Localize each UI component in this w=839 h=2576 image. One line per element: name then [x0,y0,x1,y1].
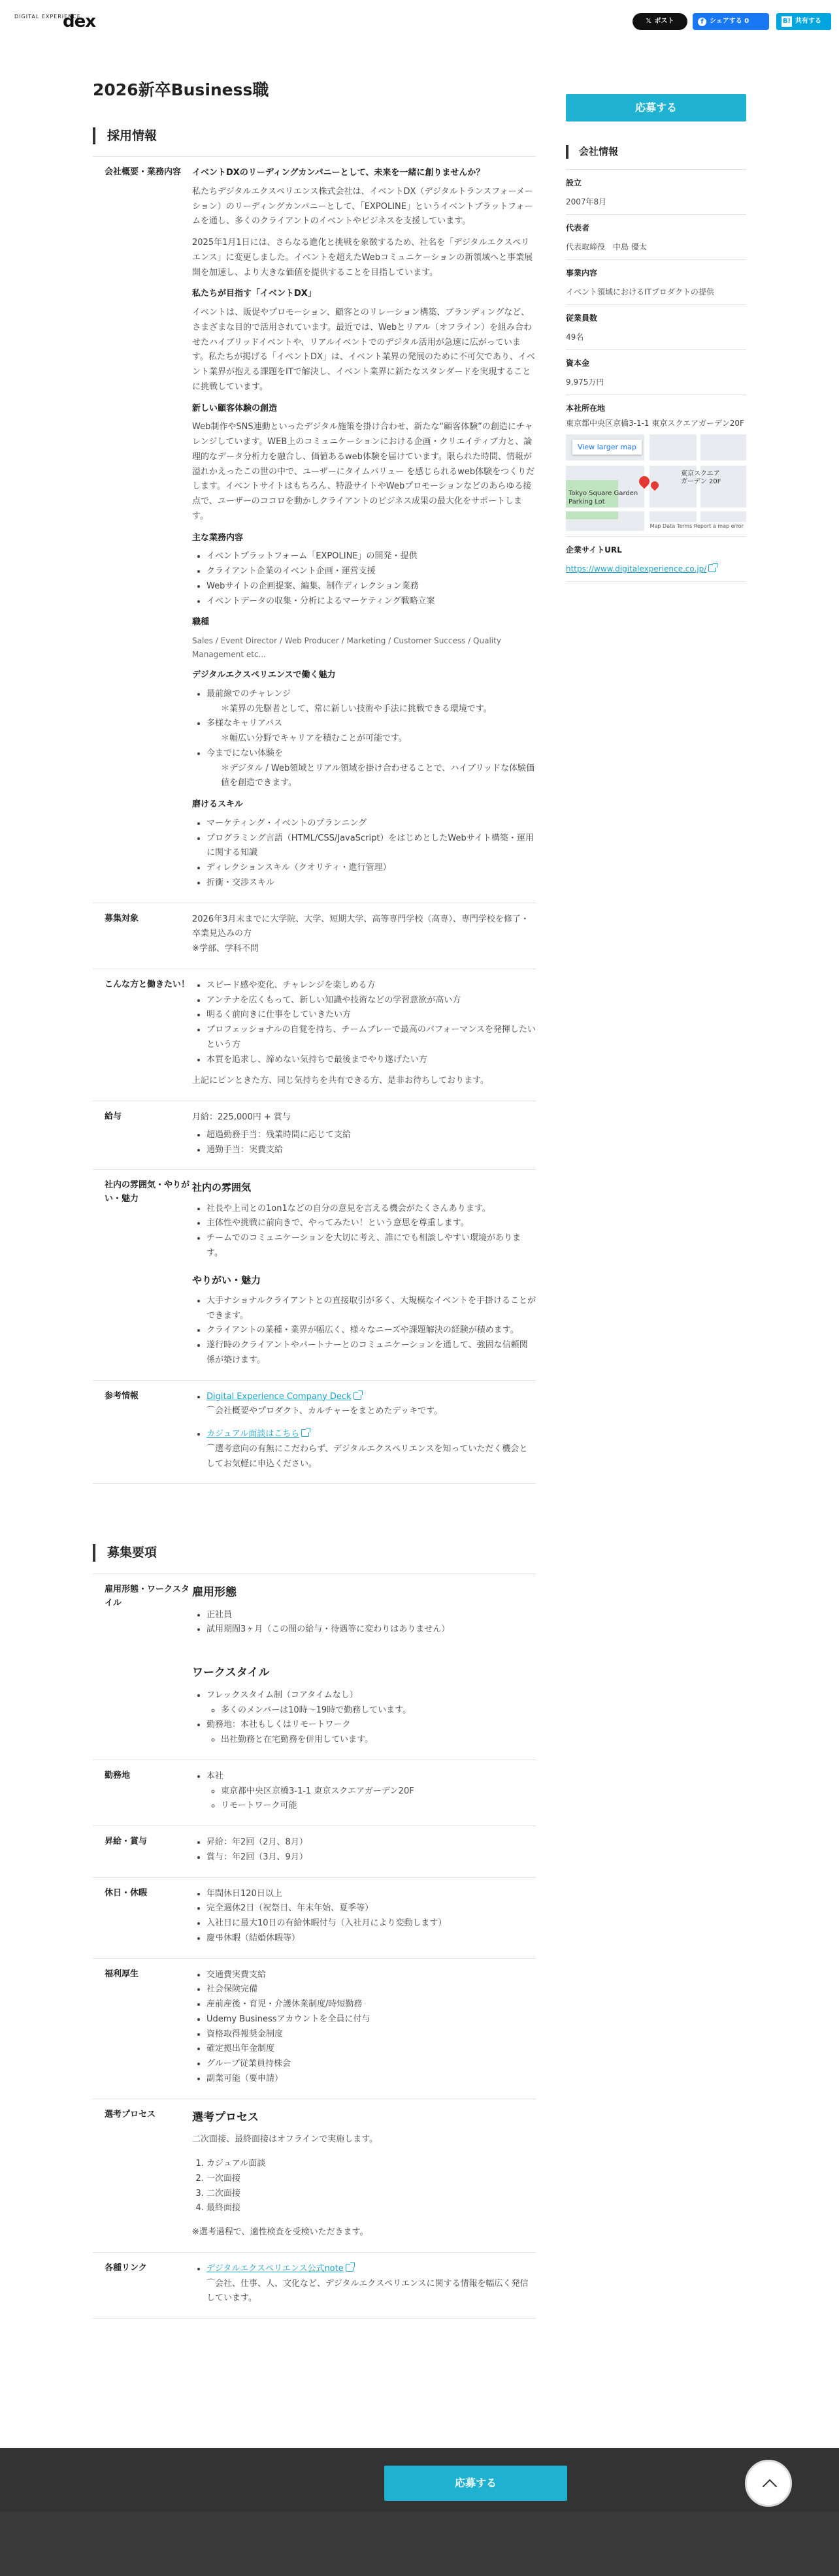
reward-list [192,1294,536,1368]
url-row [566,562,746,576]
newexp-heading: 新しい顧客体験の創造 [192,403,278,413]
business-label: 事業内容 [566,268,598,278]
company-url-link[interactable]: https://www.digitalexperience.co.jp/ [566,564,707,573]
external-link-icon [301,1429,309,1437]
biz-heading: 主な業務内容 [192,532,244,543]
sub-list [206,1784,536,1814]
company-staff [566,304,746,349]
row-body-salary [192,1110,536,1157]
map-footer: Map Data Terms Report a map error [648,522,746,531]
list-item: • 年間休日120日以上 [206,1887,536,1902]
facebook-icon: f [698,18,706,26]
header [0,0,839,42]
company-capital [566,349,746,394]
list-item: • 慶弔休暇（結婚休暇等） [206,1931,536,1946]
location-main: 本社 [206,1771,224,1781]
list-item: • 正社員 [206,1608,536,1623]
process-step: 2. 一次面接 [206,2172,536,2187]
row-body-workstyle [192,1583,536,1748]
row-body-welfare [192,1968,536,2087]
founded-value: 2007年8月 [566,197,607,206]
row-body-process [192,2108,536,2240]
aim-heading: 私たちが目指す「イベントDX」 [192,289,316,299]
list-item: • イベントデータの収集・分析によるマーケティング戦略立案 [206,594,536,609]
footer-band [0,2512,839,2576]
row-label-culture: 社内の雰囲気・やりがい・魅力 [105,1180,190,1204]
list-item: • チームでのコミュニケーションを大切に考え、誰にでも相談しやすい環境があります。 [206,1231,536,1261]
address-label: 本社所在地 [566,404,606,413]
row-label-overview: 会社概要・業務内容 [105,167,182,178]
list-item: • 折衝・交渉スキル [206,876,536,891]
row-body-holiday [192,1887,536,1946]
company-deck-link[interactable]: Digital Experience Company Deck [206,1391,352,1402]
capital-label: 資本金 [566,359,590,368]
x-icon: 𝕏 [646,18,651,25]
list-item: • 交通費実費支給 [206,1968,536,1983]
appeal-heading: デジタルエクスペリエンスで働く魅力 [192,670,336,681]
row-label-wantto: こんな方と働きたい！ [105,979,190,990]
newexp-paragraph: Web制作やSNS連動といったデジタル施策を掛け合わせ、新たな“顧客体験”の創造にチャレンジしています。WEB上のコミュニケーションにおける企画・クリエイティブ力と、論理的なデータ分析力を融合し、価値あるweb体験を届けています。限られた時間、情報が溢れかえったこの世の中で、ユーザーにタイムパリュー を感じられるweb体験をつくりだします。イベントサイトはもちろん、特設サイトやWebプロモーションなどのあらゆる接点で、ユーザーのココロを動かしクライアントのビジネス成果の最大化をサポートします。 [192,422,535,521]
section-heading-recruit: 採用情報 [93,127,536,145]
process-text: 二次面接、最終面接はオフラインで実施します。 [192,2134,378,2145]
list-item: • 社会保険完備 [206,1982,536,1997]
target-text: 2026年3月末までに大学院、大学、短期大学、高等専門学校（高専）、専門学校を修了・卒業見込みの方 [192,914,529,939]
workstyle-item: フレックスタイム制（コアタイムなし） [206,1690,358,1700]
row-reference [93,1380,536,1485]
row-body-wantto [192,978,536,1089]
list-item: • 本質を追求し、諦めない気持ちで最後までやり遂げたい方 [206,1053,536,1068]
wantto-list [192,978,536,1068]
official-note-link[interactable]: デジタルエクスペリエンス公式note [206,2263,344,2274]
row-location [93,1760,536,1826]
salary-text: 月給：225,000円 + 賞与 [192,1112,291,1123]
row-salary [93,1101,536,1169]
links-note: ⌒会社、仕事、人、文化など、デジタルエクスペリエンスに関する情報を幅広く発信しています。 [206,2278,529,2304]
google-map[interactable] [566,434,746,531]
list-item: • Udemy Businessアカウントを全員に付与 [206,2012,536,2027]
welfare-list [192,1968,536,2087]
row-body-target [192,912,536,957]
process-steps [192,2157,536,2216]
recruit-table [93,156,536,1484]
appeal-title: 多様なキャリアパス [206,718,282,729]
company-info-heading: 会社情報 [566,145,746,159]
row-welfare [93,1958,536,2099]
logo-small-text: DIGITAL EXPERIENCE [14,14,81,20]
section-heading-requirements: 募集要項 [93,1544,536,1562]
row-body-links [192,2262,536,2306]
external-link-icon [354,1392,361,1400]
map-label: 東京スクエア [681,470,720,477]
company-founded [566,169,746,214]
list-item: • 明るく前向きに仕事をしていきたい方 [206,1008,536,1023]
row-links [93,2252,536,2319]
location-list [192,1769,536,1814]
rep-label: 代表者 [566,223,590,233]
row-label-workstyle: 雇用形態・ワークスタイル [105,1584,189,1608]
wantto-closing: 上記にピンときた方、同じ気持ちを共有できる方、是非お待ちしております。 [192,1076,489,1086]
sub-list-item: ◦ 東京都中央区京橋3-1-1 東京スクエアガーデン20F [221,1784,536,1799]
overview-paragraph: 私たちデジタルエクスペリエンス株式会社は、イベントDX（デジタルトランスフォーメーション）のリーディングカンパニーとして、「EXPOLINE」というイベントプラットフォームを通し、多くのクライアントのイベントやビジネスを支援しています。 [192,186,533,227]
list-item: • 試用期間3ヶ月（この間の給与・待遇等に変わりはありません） [206,1622,536,1637]
process-step: 3. 二次面接 [206,2187,536,2202]
row-overview [93,156,536,903]
reference-list [192,1390,536,1472]
target-note: ※学部、学科不問 [192,944,259,954]
sub-list [206,1733,536,1748]
business-value: イベント領域におけるITプロダクトの提供 [566,287,714,297]
process-note: ※選考過程で、適性検査を受検いただきます。 [192,2227,369,2238]
row-label-reference: 参考情報 [105,1391,139,1401]
list-item: • 大手ナショナルクライアントとの直接取引が多く、大規模なイベントを手掛けることができます。 [206,1294,536,1324]
founded-label: 設立 [566,178,582,187]
external-link-icon [708,564,716,572]
list-item [206,2262,536,2306]
overview-paragraph: 2025年1月1日には、さらなる進化と挑戦を象徴するため、社名を「デジタルエクスペリエンス」に変更しました。イベントを超えたWebコミュニケーションの新領域へと事業展開を加速し、より大きな価値を提供することを目指しています。 [192,238,533,278]
back-to-top-button[interactable] [745,2460,792,2507]
list-item [206,747,536,791]
list-item [206,1390,536,1420]
culture-heading: 社内の雰囲気 [192,1182,252,1194]
row-body-raise [192,1835,536,1865]
row-body-culture [192,1179,536,1368]
sub-list-item: ◦ リモートワーク可能 [221,1799,536,1814]
staff-label: 従業員数 [566,314,598,323]
culture-list [192,1202,536,1261]
share-hatena-label: 共有する [795,18,821,25]
url-label: 企業サイトURL [566,545,622,555]
sub-list-item: ◦ 出社勤務と在宅勤務を併用しています。 [221,1733,536,1748]
list-item: • アンテナを広くもって、新しい知識や技術などの学習意欲が高い方 [206,993,536,1008]
map-label: Tokyo Square Garden Parking Lot [568,490,638,506]
aim-paragraph: イベントは、販促やプロモーション、顧客とのリレーション構築、ブランディングなど、さまざまな目的で活用されています。最近では、Webとリアル（オフライン）を組み合わせたハイブリッドイベントや、リアルイベントでのデジタル活用が急速に広がっています。私たちが掲げる「イベントDX」は、イベント業界の発展のために不可欠であり、イベント業界が抱える課題をITで解決し、イベント業界に新たなスタンダードを実現することに挑戦しています。 [192,308,535,392]
list-item: • クライアントの業種・業界が幅広く、様々なニーズや課題解決の経験が積めます。 [206,1323,536,1338]
appeal-note: ＊デジタル / Web領域とリアル領域を掛け合わせることで、ハイブリッドな体験価値を創造できます。 [221,763,535,788]
casual-interview-link[interactable]: カジュアル面談はこちら [206,1429,300,1440]
list-item [206,1718,536,1748]
page-title: 2026新卒Business職 [93,80,269,99]
list-item: • 完全週休2日（祝祭日、年末年始、夏季等） [206,1901,536,1916]
list-item: • ディレクションスキル（クオリティ・進行管理） [206,861,536,876]
row-label-holiday: 休日・休暇 [105,1888,148,1898]
reward-heading: やりがい・魅力 [192,1274,261,1286]
row-label-salary: 給与 [105,1112,122,1122]
list-item: • 遂行時のクライアントやパートナーとのコミュニケーションを通して、強固な信頼関係が築けます。 [206,1338,536,1368]
appeal-note: ＊幅広い分野でキャリアを積むことが可能です。 [221,733,407,744]
row-target [93,903,536,969]
list-item: • 主体性や挑戦に前向きで、やってみたい！という意思を尊重します。 [206,1216,536,1231]
reference-note: ⌒選考意向の有無にこだわらず、デジタルエクスペリエンスを知っていただく機会としてお気軽に申込ください。 [206,1443,528,1469]
share-x-label: ポスト [654,18,674,25]
company-url [566,536,746,582]
list-item: • グループ従業員持株会 [206,2057,536,2072]
appeal-list [192,687,536,791]
list-item: • 産前産後・育児・介護休業制度/時短勤務 [206,1997,536,2012]
row-process [93,2099,536,2252]
requirements-table [93,1573,536,2319]
list-item: • 資格取得報奨金制度 [206,2027,536,2042]
skills-heading: 磨けるスキル [192,799,243,810]
row-wantto [93,969,536,1101]
salary-list [192,1128,536,1158]
holiday-list [192,1887,536,1946]
employment-list [192,1608,536,1638]
links-list [192,2262,536,2306]
raise-list [192,1835,536,1865]
external-link-icon [346,2264,354,2272]
row-label-process: 選考プロセス [105,2109,156,2119]
appeal-note: ＊業界の先駆者として、常に新しい技術や手法に挑戦できる環境です。 [221,703,492,714]
jobs-paragraph: Sales / Event Director / Web Producer / Marketing / Customer Success / Quality Management etc... [192,636,501,660]
main-content [93,80,536,2319]
map-label: ガーデン 20F [681,478,721,485]
list-item: • 社長や上司との1on1などの自分の意見を言える機会がたくさんあります。 [206,1202,536,1217]
sub-list [206,1703,536,1718]
row-label-target: 募集対象 [105,913,139,924]
biz-list [192,549,536,609]
list-item: • マーケティング・イベントのプランニング [206,816,536,831]
list-item [206,716,536,747]
workstyle-heading: ワークスタイル [192,1666,270,1680]
list-item [206,1688,536,1718]
list-item [206,1769,536,1814]
staff-value: 49名 [566,332,584,342]
workstyle-list [192,1688,536,1748]
footer [0,2448,839,2576]
row-label-location: 勤務地 [105,1770,131,1780]
company-business [566,259,746,304]
rep-value: 代表取締役 中島 優太 [566,242,647,251]
company-address [566,394,746,536]
row-workstyle [93,1573,536,1760]
process-heading: 選考プロセス [192,2110,259,2124]
logo-dex-text: dex [63,12,96,31]
apply-button[interactable]: 応募する [566,94,746,121]
share-facebook-button[interactable] [693,13,769,30]
row-body-reference [192,1390,536,1472]
list-item: • プログラミング言語（HTML/CSS/JavaScript）をはじめとしたWebサイト構築・運用に関する知識 [206,831,536,861]
row-holiday [93,1877,536,1958]
share-x-button[interactable] [633,13,687,30]
company-rep [566,214,746,259]
view-larger-map-link[interactable]: View larger map [572,440,642,455]
row-body-location [192,1769,536,1814]
hatena-icon: B! [781,16,792,27]
list-item: • 入社日に最大10日の有給休暇付与（入社月により変動します） [206,1916,536,1931]
list-item: • Webサイトの企画提案、編集、制作ディレクション業務 [206,579,536,594]
footer-apply-button[interactable]: 応募する [384,2466,567,2501]
jobs-heading: 職種 [192,617,210,628]
list-item: • プロフェッショナルの自覚を持ち、チームプレーで最高のパフォーマンスを発揮したいという方 [206,1023,536,1053]
sub-list-item: ◦ 多くのメンバーは10時〜19時で勤務しています。 [221,1703,536,1718]
list-item: • スピード感や変化、チャレンジを楽しめる方 [206,978,536,993]
overview-lead: イベントDXのリーディングカンパニーとして、未来を一緒に創りませんか？ [192,168,485,178]
list-item: • イベントプラットフォーム「EXPOLINE」の開発・提供 [206,549,536,564]
process-step: 4. 最終面接 [206,2201,536,2216]
list-item: • 副業可能（要申請） [206,2072,536,2087]
map-pin-icon[interactable] [650,480,661,491]
list-item: • 確定拠出年金制度 [206,2042,536,2057]
list-item [206,1427,536,1472]
logo[interactable] [14,12,96,31]
list-item: • 昇給：年2回（2月、8月） [206,1835,536,1850]
share-facebook-label: シェアする 0 [710,18,749,25]
row-raise [93,1826,536,1877]
appeal-title: 最前線でのチャレンジ [206,688,291,699]
employment-heading: 雇用形態 [192,1585,237,1599]
skills-list [192,816,536,891]
map-road [566,460,746,466]
sidebar [566,94,746,582]
share-hatena-button[interactable] [776,13,831,30]
list-item [206,687,536,717]
address-value: 東京都中央区京橋3-1-1 東京スクエアガーデン20F [566,419,744,428]
process-step: 1. カジュアル面談 [206,2157,536,2172]
row-culture [93,1169,536,1379]
row-body-overview [192,166,536,891]
map-road [566,507,746,511]
workstyle-item: 勤務地：本社もしくはリモートワーク [206,1720,351,1730]
list-item: • 超過勤務手当：残業時間に応じて支給 [206,1128,536,1143]
row-label-raise: 昇給・賞与 [105,1837,148,1847]
row-label-welfare: 福利厚生 [105,1969,139,1979]
appeal-title: 今までにない体験を [206,748,284,758]
list-item: • 賞与：年2回（3月、9月） [206,1850,536,1865]
reference-note: ⌒会社概要やプロダクト、カルチャーをまとめたデッキです。 [206,1406,443,1417]
row-label-links: 各種リンク [105,2262,147,2273]
list-item: • クライアント企業のイベント企画・運営支援 [206,564,536,579]
capital-value: 9,975万円 [566,378,604,387]
list-item: • 通勤手当：実費支給 [206,1143,536,1158]
